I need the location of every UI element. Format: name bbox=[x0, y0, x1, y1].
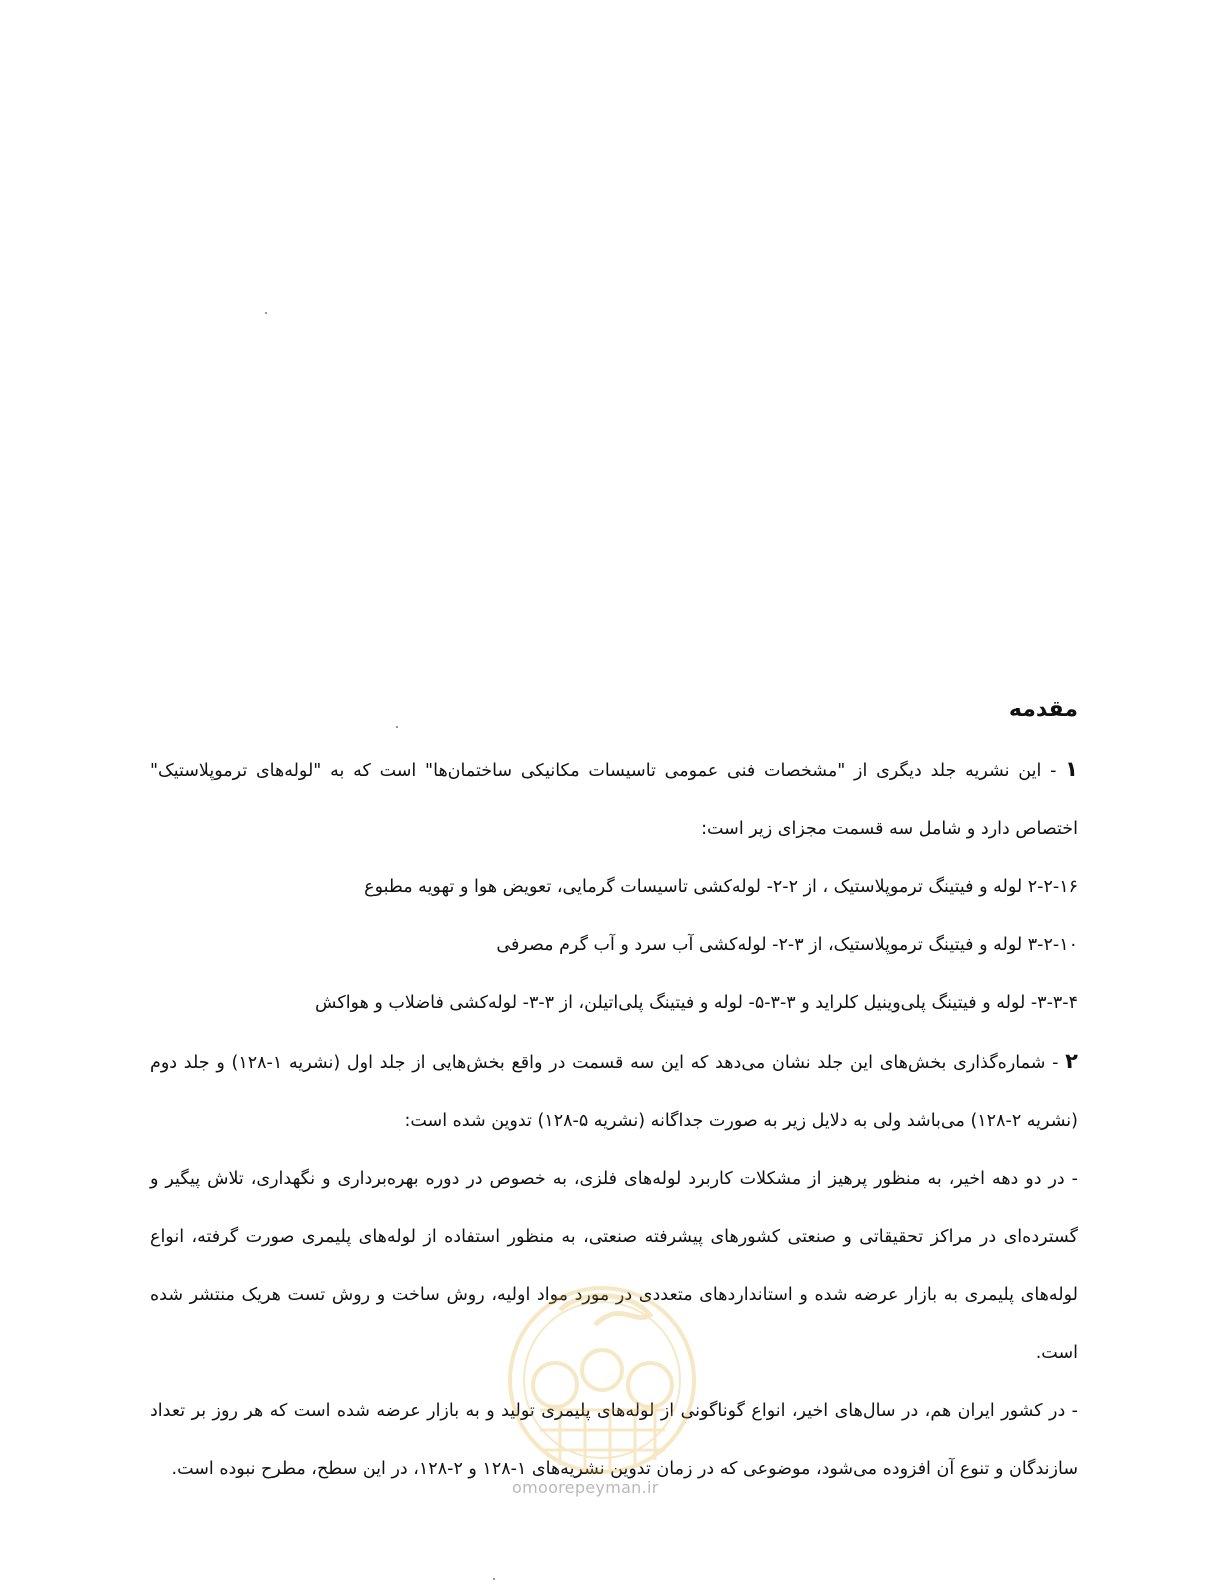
bullet-paragraph: - در کشور ایران هم، در سال‌های اخیر، انواع گوناگونی از لوله‌های پلیمری تولید و به بازار عرضه شده است که هر روز بر تعداد سازندگان و تنوع آن افزوده می‌شود، موضوعی که در زمان تدوین نشریه‌های ۱-۱۲۸ و ۲-۱۲۸، در این سطح، مطرح نبوده است. bbox=[150, 1401, 1078, 1479]
paragraph-number: ۲ bbox=[1065, 1049, 1078, 1073]
paragraph-number: ۱ bbox=[1065, 757, 1078, 781]
section-item: ۳-۳-۴- لوله و فیتینگ پلی‌وینیل کلراید و ۳-۳-۵- لوله و فیتینگ پلی‌اتیلن، از ۳-۳- لوله‌کشی فاضلاب و هواکش bbox=[315, 993, 1078, 1013]
paragraph-1 bbox=[150, 740, 1078, 858]
section-item: ۳-۲-۱۰ لوله و فیتینگ ترموپلاستیک، از ۳-۲- لوله‌کشی آب سرد و آب گرم مصرفی bbox=[496, 935, 1078, 955]
paragraph-2 bbox=[150, 1032, 1078, 1150]
watermark-caption: omoorepeyman.ir bbox=[512, 1478, 659, 1497]
scan-speck bbox=[265, 312, 267, 314]
scan-speck bbox=[493, 1578, 495, 1580]
section-item: ۲-۲-۱۶ لوله و فیتینگ ترموپلاستیک ، از ۲-۲- لوله‌کشی تاسیسات گرمایی، تعویض هوا و تهویه مطبوع bbox=[364, 877, 1078, 897]
page-title: مقدمه bbox=[1008, 697, 1078, 722]
paragraph-text: - شماره‌گذاری بخش‌های این جلد نشان می‌دهد که این سه قسمت در واقع بخش‌هایی از جلد اول (نشریه ۱-۱۲۸) و جلد دوم (نشریه ۲-۱۲۸) می‌باشد ولی به دلایل زیر به صورت جداگانه (نشریه ۵-۱۲۸) تدوین شده است: bbox=[150, 1053, 1078, 1131]
document-body bbox=[150, 680, 1078, 1498]
paragraph-text: - این نشریه جلد دیگری از "مشخصات فنی عمومی تاسیسات مکانیکی ساختمان‌ها" است که به "لوله‌های ترموپلاستیک" اختصاص دارد و شامل سه قسمت مجزای زیر است: bbox=[150, 761, 1078, 839]
bullet-paragraph: - در دو دهه اخیر، به منظور پرهیز از مشکلات کاربرد لوله‌های فلزی، به خصوص در دوره بهره‌برداری و نگهداری، تلاش پیگیر و گسترده‌ای در مراکز تحقیقاتی و صنعتی کشورهای پیشرفته صنعتی، به منظور استفاده از لوله‌های پلیمری صورت گرفته، انواع لوله‌های پلیمری به بازار عرضه شده و استانداردهای متعددی در مورد مواد اولیه، روش ساخت و روش تست هریک منتشر شده است. bbox=[150, 1169, 1078, 1363]
